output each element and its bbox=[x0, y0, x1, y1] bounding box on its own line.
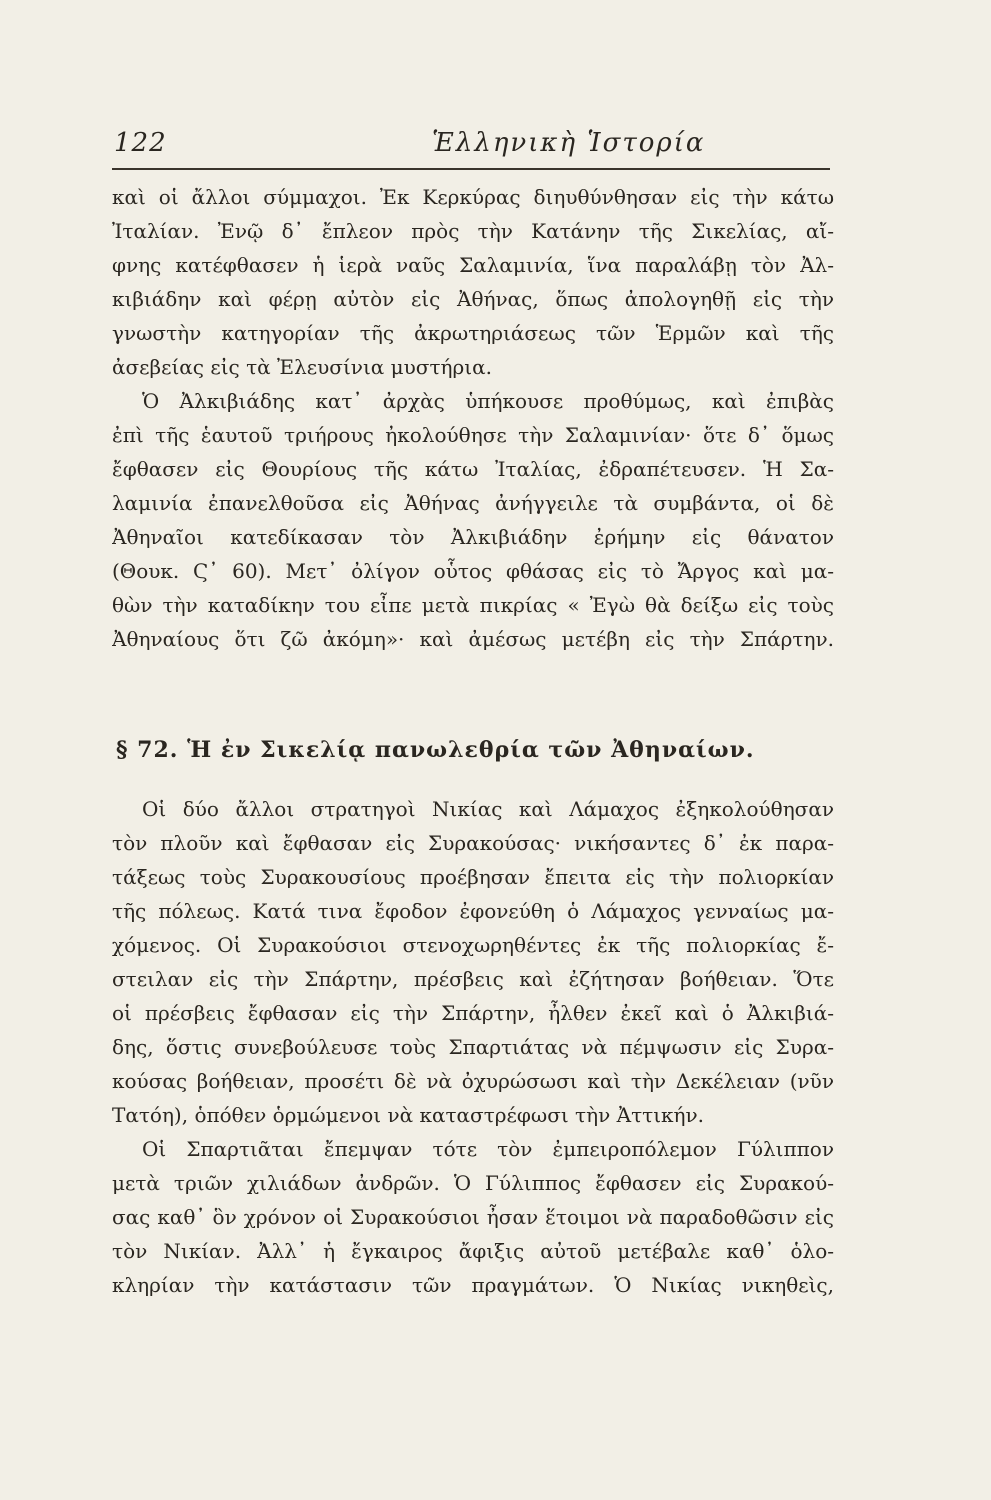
text-line: ἐπὶ τῆς ἑαυτοῦ τριήρους ἠκολούθησε τὴν Σαλαμινίαν· ὅτε δ᾽ ὅμως bbox=[112, 423, 834, 447]
page-header bbox=[114, 128, 830, 168]
paragraph-4 bbox=[112, 1132, 834, 1302]
text-line: Ἀθηναῖοι κατεδίκασαν τὸν Ἀλκιβιάδην ἐρήμην εἰς θάνατον bbox=[112, 525, 834, 549]
text-line: τὸν Νικίαν. Ἀλλ᾽ ἡ ἔγκαιρος ἄφιξις αὐτοῦ μετέβαλε καθ᾽ ὁλο- bbox=[112, 1239, 834, 1263]
text-line: Τατόη), ὁπόθεν ὁρμώμενοι νὰ καταστρέφωσι τὴν Ἀττικήν. bbox=[112, 1103, 705, 1127]
text-line: Ἰταλίαν. Ἐνῷ δ᾽ ἔπλεον πρὸς τὴν Κατάνην τῆς Σικελίας, αἴ- bbox=[112, 219, 834, 243]
text-line: λαμινία ἐπανελθοῦσα εἰς Ἀθήνας ἀνήγγειλε τὰ συμβάντα, οἱ δὲ bbox=[112, 491, 834, 515]
text-line: Οἱ δύο ἄλλοι στρατηγοὶ Νικίας καὶ Λάμαχος ἐξηκολούθησαν bbox=[142, 797, 834, 821]
text-line: κιβιάδην καὶ φέρῃ αὐτὸν εἰς Ἀθήνας, ὅπως ἀπολογηθῇ εἰς τὴν bbox=[112, 287, 834, 311]
text-line: ἀσεβείας εἰς τὰ Ἐλευσίνια μυστήρια. bbox=[112, 355, 492, 379]
text-line: γνωστὴν κατηγορίαν τῆς ἀκρωτηριάσεως τῶν Ἑρμῶν καὶ τῆς bbox=[112, 321, 834, 345]
text-line: (Θουκ. Ϛ᾽ 60). Μετ᾽ ὀλίγον οὗτος φθάσας εἰς τὸ Ἄργος καὶ μα- bbox=[112, 559, 834, 583]
text-line: θὼν τὴν καταδίκην του εἶπε μετὰ πικρίας « Ἐγὼ θὰ δείξω εἰς τοὺς bbox=[112, 593, 834, 617]
page-number: 122 bbox=[114, 128, 167, 158]
text-line: σας καθ᾽ ὃν χρόνον οἱ Συρακούσιοι ἦσαν ἕτοιμοι νὰ παραδοθῶσιν εἰς bbox=[112, 1205, 834, 1229]
text-line: κούσας βοήθειαν, προσέτι δὲ νὰ ὀχυρώσωσι καὶ τὴν Δεκέλειαν (νῦν bbox=[112, 1069, 834, 1093]
paragraph-2 bbox=[112, 384, 834, 656]
text-line: δης, ὅστις συνεβούλευσε τοὺς Σπαρτιάτας νὰ πέμψωσιν εἰς Συρα- bbox=[112, 1035, 834, 1059]
text-line: μετὰ τριῶν χιλιάδων ἀνδρῶν. Ὁ Γύλιππος ἔφθασεν εἰς Συρακού- bbox=[112, 1171, 834, 1195]
text-line: ἔφθασεν εἰς Θουρίους τῆς κάτω Ἰταλίας, ἐδραπέτευσεν. Ἡ Σα- bbox=[112, 457, 834, 481]
text-line: φνης κατέφθασεν ἡ ἱερὰ ναῦς Σαλαμινία, ἵνα παραλάβῃ τὸν Ἀλ- bbox=[112, 253, 834, 277]
text-line: Ἀθηναίους ὅτι ζῶ ἀκόμη»· καὶ ἀμέσως μετέβη εἰς τὴν Σπάρτην. bbox=[112, 627, 834, 651]
text-line: καὶ οἱ ἄλλοι σύμμαχοι. Ἐκ Κερκύρας διηυθύνθησαν εἰς τὴν κάτω bbox=[112, 185, 834, 209]
paragraph-3 bbox=[112, 792, 834, 1132]
text-line: τάξεως τοὺς Συρακουσίους προέβησαν ἔπειτα εἰς τὴν πολιορκίαν bbox=[112, 865, 834, 889]
text-line: κληρίαν τὴν κατάστασιν τῶν πραγμάτων. Ὁ Νικίας νικηθεὶς, bbox=[112, 1273, 834, 1297]
header-rule bbox=[112, 168, 830, 170]
text-line: Οἱ Σπαρτιᾶται ἔπεμψαν τότε τὸν ἐμπειροπόλεμον Γύλιππον bbox=[142, 1137, 834, 1161]
text-line: Ὁ Ἀλκιβιάδης κατ᾽ ἀρχὰς ὑπήκουσε προθύμως, καὶ ἐπιβὰς bbox=[142, 389, 834, 413]
running-title: Ἑλληνικὴ Ἱστορία bbox=[432, 128, 706, 158]
text-line: οἱ πρέσβεις ἔφθασαν εἰς τὴν Σπάρτην, ἦλθεν ἐκεῖ καὶ ὁ Ἀλκιβιά- bbox=[112, 1001, 834, 1025]
text-line: στειλαν εἰς τὴν Σπάρτην, πρέσβεις καὶ ἐζήτησαν βοήθειαν. Ὅτε bbox=[112, 967, 834, 991]
text-line: χόμενος. Οἱ Συρακούσιοι στενοχωρηθέντες ἐκ τῆς πολιορκίας ἔ- bbox=[112, 933, 834, 957]
paragraph-1 bbox=[112, 180, 834, 384]
text-line: τῆς πόλεως. Κατά τινα ἔφοδον ἐφονεύθη ὁ Λάμαχος γενναίως μα- bbox=[112, 899, 834, 923]
section-heading: § 72. Ἡ ἐν Σικελίᾳ πανωλεθρία τῶν Ἀθηναίων. bbox=[116, 737, 755, 763]
text-line: τὸν πλοῦν καὶ ἔφθασαν εἰς Συρακούσας· νικήσαντες δ᾽ ἐκ παρα- bbox=[112, 831, 834, 855]
